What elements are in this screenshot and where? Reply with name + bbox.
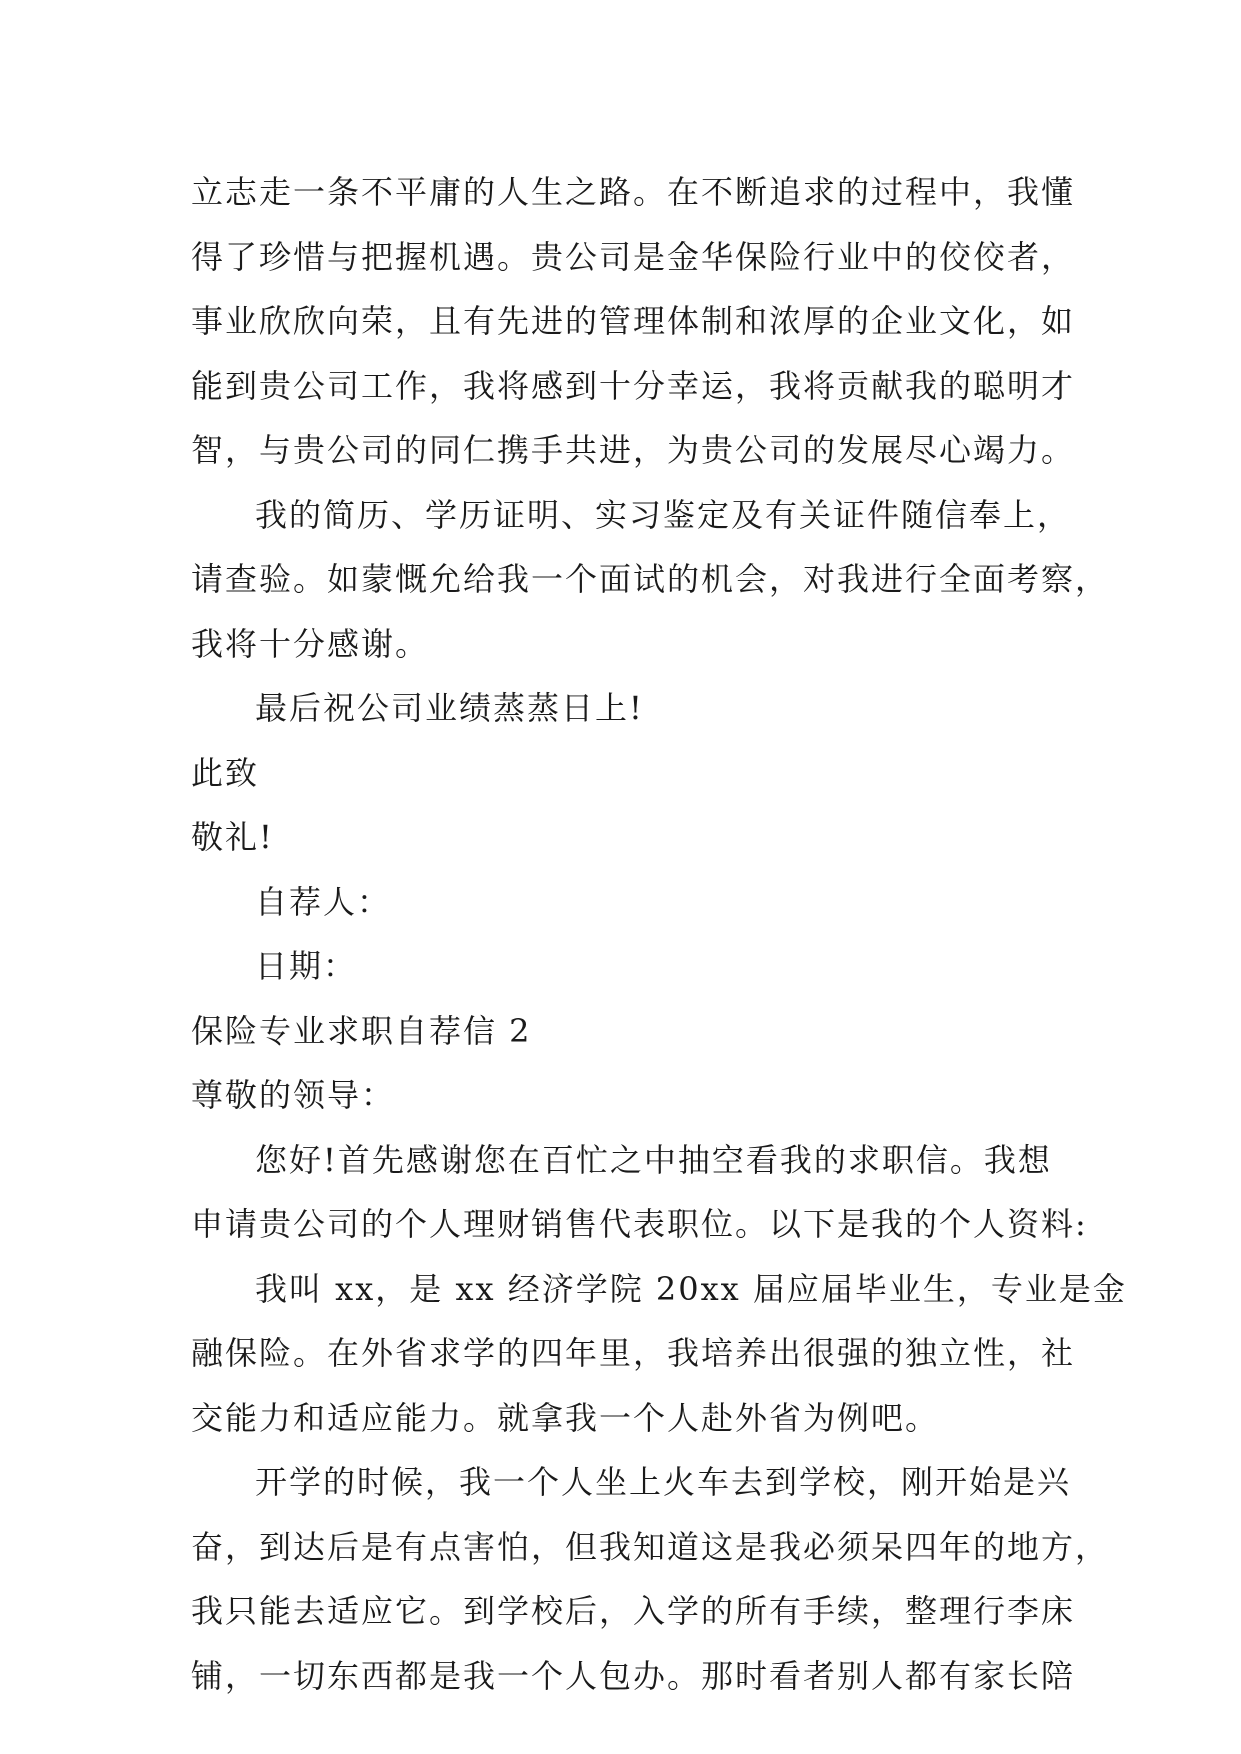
salutation-jingli: 敬礼! <box>191 818 274 856</box>
text-line: 申请贵公司的个人理财销售代表职位。以下是我的个人资料: <box>191 1205 1088 1243</box>
signature-label: 自荐人： <box>255 882 392 921</box>
salutation-cizhi: 此致 <box>191 753 260 792</box>
text-line: 铺，一切东西都是我一个人包办。那时看者别人都有家长陪 <box>191 1656 1076 1695</box>
paragraph-first-line: 我叫 xx，是 xx 经济学院 20xx 届应届毕业生，专业是金 <box>255 1269 1127 1308</box>
text-line: 智，与贵公司的同仁携手共进，为贵公司的发展尽心竭力。 <box>191 431 1076 469</box>
greeting: 尊敬的领导： <box>191 1076 396 1114</box>
text-line: 融保险。在外省求学的四年里，我培养出很强的独立性，社 <box>191 1334 1076 1372</box>
text-line: 我只能去适应它。到学校后，入学的所有手续，整理行李床 <box>191 1592 1076 1630</box>
section-title: 保险专业求职自荐信 2 <box>191 1011 532 1050</box>
text-line: 我将十分感谢。 <box>191 624 430 663</box>
text-line: 交能力和适应能力。就拿我一个人赴外省为例吧。 <box>191 1398 940 1437</box>
text-line: 能到贵公司工作，我将感到十分幸运，我将贡献我的聪明才 <box>191 366 1076 405</box>
text-line: 请查验。如蒙慨允给我一个面试的机会，对我进行全面考察， <box>191 560 1110 598</box>
paragraph-first-line: 您好!首先感谢您在百忙之中抽空看我的求职信。我想 <box>255 1140 1052 1179</box>
paragraph-first-line: 开学的时候，我一个人坐上火车去到学校，刚开始是兴 <box>255 1463 1072 1501</box>
letter-body <box>191 160 1127 1708</box>
text-line: 事业欣欣向荣，且有先进的管理体制和浓厚的企业文化，如 <box>191 302 1076 340</box>
text-line: 奋，到达后是有点害怕，但我知道这是我必须呆四年的地方， <box>191 1527 1110 1566</box>
paragraph-first-line: 我的简历、学历证明、实习鉴定及有关证件随信奉上， <box>255 495 1072 534</box>
text-line: 立志走一条不平庸的人生之路。在不断追求的过程中，我懂 <box>191 173 1076 211</box>
date-label: 日期： <box>255 947 358 985</box>
text-line: 得了珍惜与把握机遇。贵公司是金华保险行业中的佼佼者， <box>191 237 1076 276</box>
closing-wish: 最后祝公司业绩蒸蒸日上! <box>255 689 644 727</box>
